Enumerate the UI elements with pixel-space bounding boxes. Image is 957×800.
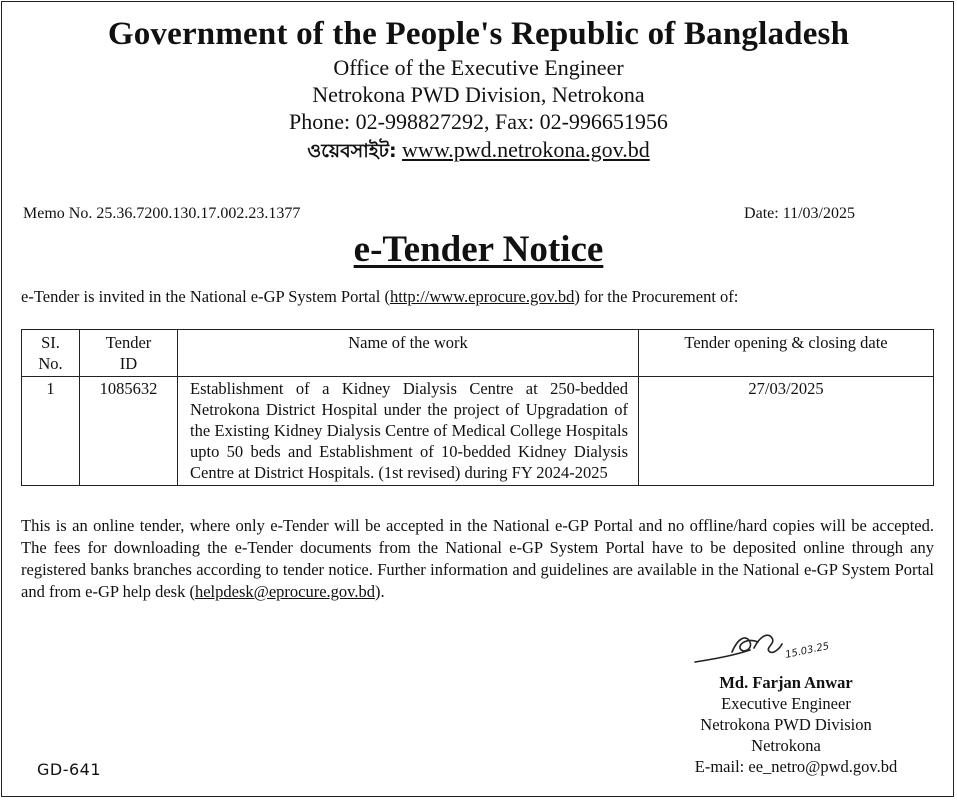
tender-table-header: [22, 330, 934, 377]
instructions-paragraph: [21, 515, 934, 603]
tender-table: [21, 329, 934, 486]
row-tender-id: 1085632: [80, 377, 178, 486]
website-line: [0, 136, 957, 165]
row-tender-date: 27/03/2025: [639, 377, 934, 486]
letterhead: [0, 14, 957, 165]
row-name-of-work: Establishment of a Kidney Dialysis Centre at 250-bedded Netrokona District Hospital under the project of Upgradation of the Existing Kidney Dialysis Centre of Medical College Hospitals upto 50 beds and Establishment of 10-bedded Kidney Dialysis Centre at District Hospitals. (1st revised) during FY 2024-2025: [178, 377, 639, 486]
notice-title: [0, 228, 957, 272]
row-sl-no: 1: [22, 377, 80, 486]
header-tender-date: Tender opening & closing date: [639, 330, 934, 377]
helpdesk-email-link[interactable]: helpdesk@eprocure.gov.bd: [194, 582, 375, 601]
contact-line: Phone: 02-998827292, Fax: 02-996651956: [289, 109, 668, 134]
signature-date: 15.03.25: [784, 640, 831, 661]
header-name-of-work: Name of the work: [178, 330, 639, 377]
table-row: [22, 377, 934, 486]
footer-code: GD-641: [37, 760, 102, 779]
signatory-division: Netrokona PWD Division: [700, 715, 872, 734]
intro-paragraph: [21, 287, 738, 307]
intro-text-end: ) for the Procurement of:: [574, 287, 739, 306]
instructions-text: This is an online tender, where only e-Tender will be accepted in the National e-GP Portal and no offline/hard copies will be accepted. The fees for downloading the e-Tender documents from the National e-GP System Portal have to be deposited online through any registered banks branches according to tender notice. Further information and guidelines are available in the National e-GP System Portal and from e-GP help desk (: [21, 516, 934, 601]
website-label: ওয়েবসাইট:: [307, 140, 397, 162]
notice-title-text: e-Tender Notice: [353, 229, 604, 270]
memo-date: Date: 11/03/2025: [744, 205, 855, 222]
office-name: Office of the Executive Engineer: [333, 55, 624, 80]
header-sl-no: SI. No.: [22, 330, 80, 377]
division-name: Netrokona PWD Division, Netrokona: [312, 82, 645, 107]
government-title: Government of the People's Republic of Bangladesh: [107, 16, 850, 52]
signatory-designation: Executive Engineer: [721, 694, 851, 713]
signatory-block: [636, 672, 936, 777]
memo-number: Memo No. 25.36.7200.130.17.002.23.1377: [23, 205, 301, 222]
intro-text: e-Tender is invited in the National e-GP System Portal (: [21, 287, 390, 306]
signatory-location: Netrokona: [751, 736, 821, 755]
website-link[interactable]: www.pwd.netrokona.gov.bd: [402, 137, 650, 162]
signatory-email[interactable]: E-mail: ee_netro@pwd.gov.bd: [694, 757, 898, 776]
instructions-text-end: ).: [374, 582, 385, 601]
handwritten-signature: [690, 628, 850, 668]
eprocure-link[interactable]: http://www.eprocure.gov.bd: [389, 287, 575, 306]
header-tender-id: Tender ID: [80, 330, 178, 377]
signatory-name: Md. Farjan Anwar: [719, 673, 853, 692]
